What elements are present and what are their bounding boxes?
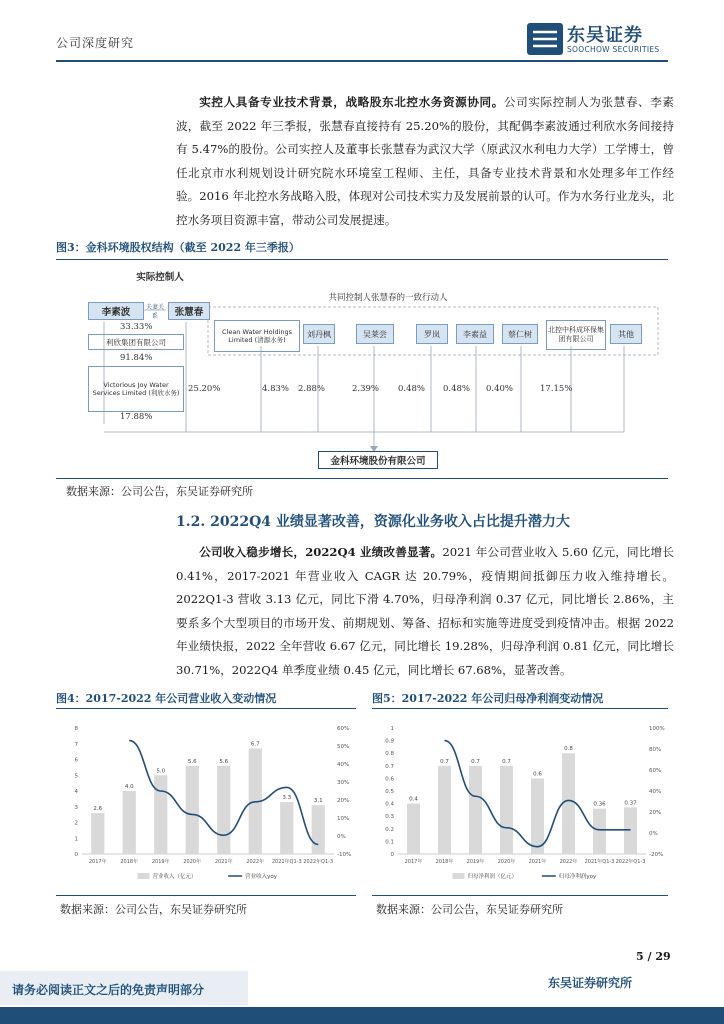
revenue-bar-label: 2.6 bbox=[93, 806, 103, 813]
logo-cn-text: 东吴证券 bbox=[567, 25, 643, 46]
profit-ytick-left: 0 bbox=[390, 852, 394, 858]
pct-holder-3: 0.48% bbox=[398, 384, 426, 394]
profit-ytick-right: 20% bbox=[649, 810, 662, 816]
revenue-bar bbox=[217, 766, 230, 854]
revenue-legend-bar-label: 营业收入（亿元） bbox=[152, 874, 197, 880]
figure4-top-rule bbox=[56, 708, 356, 709]
profit-bar bbox=[562, 753, 575, 854]
revenue-bar bbox=[123, 791, 136, 854]
profit-bar bbox=[624, 807, 637, 854]
figure5-bottom-rule bbox=[372, 895, 668, 896]
profit-ytick-left: 0.1 bbox=[385, 839, 394, 846]
clean-water-box: Clean Water Holdings Limited (清源水务) bbox=[214, 320, 300, 352]
revenue-ytick-right: 30% bbox=[337, 780, 350, 786]
revenue-ytick-left: 6 bbox=[74, 757, 78, 764]
revenue-xtick: 2019年 bbox=[151, 859, 170, 865]
profit-ytick-left: 0.3 bbox=[385, 814, 394, 821]
revenue-ytick-left: 5 bbox=[74, 773, 78, 780]
soochow-logo-icon bbox=[525, 20, 565, 58]
revenue-bar-label: 6.7 bbox=[250, 741, 260, 748]
header-divider bbox=[56, 60, 668, 62]
revenue-xtick: 2017年 bbox=[88, 859, 107, 865]
revenue-ytick-left: 0 bbox=[74, 852, 78, 858]
revenue-ytick-left: 2 bbox=[74, 820, 78, 827]
target-company-box: 金科环境股份有限公司 bbox=[318, 451, 438, 469]
footer-bar bbox=[0, 1007, 724, 1024]
revenue-bar bbox=[154, 775, 167, 854]
pct-bjwater: 17.15% bbox=[540, 384, 573, 394]
profit-bar-label: 0.6 bbox=[533, 771, 542, 778]
revenue-ytick-right: 60% bbox=[337, 726, 350, 732]
paragraph2-lead: 公司收入稳步增长，2022Q4 业绩改善显著。 bbox=[199, 545, 443, 559]
revenue-bar bbox=[91, 813, 104, 854]
person-zhang-huichun: 张慧春 bbox=[168, 302, 210, 320]
holder-5: 蔡仁树 bbox=[502, 324, 538, 344]
revenue-bar-label: 3.3 bbox=[282, 795, 292, 802]
revenue-ytick-right: 40% bbox=[337, 762, 350, 768]
profit-bar bbox=[438, 766, 451, 854]
brand-logo bbox=[525, 20, 670, 60]
controller-label: 实际控制人 bbox=[136, 272, 184, 283]
profit-ytick-left: 1 bbox=[390, 726, 394, 732]
profit-xtick: 2019年 bbox=[466, 859, 485, 865]
profit-ytick-left: 0.8 bbox=[385, 751, 394, 758]
figure3-source: 数据来源：公司公告，东吴证券研究所 bbox=[66, 485, 253, 498]
revenue-legend-bar-swatch bbox=[137, 873, 149, 879]
profit-xtick: 2022年 bbox=[559, 859, 578, 865]
spouse-relation-label: 夫妻关系 bbox=[145, 304, 164, 320]
report-type-label: 公司深度研究 bbox=[56, 36, 135, 50]
profit-ytick-left: 0.7 bbox=[385, 763, 394, 770]
person-li-subo: 李素波 bbox=[88, 302, 144, 320]
paragraph2-body: 2021 年公司营业收入 5.60 亿元，同比增长 0.41%，2017-2021 年营业收入 CAGR 达 20.79%，疫情期间抵御压力收入维持增长。2022Q1-3 营收 3.13 亿元，同比下滑 4.70%，归母净利润 0.37 亿元，同比增长 2.86%，主要系多个大型项目的市场开发、前期规划、筹备、招标和实施等进度受到疫情冲击。根据 2022 年业绩快报，2022 全年营收 6.67 亿元，同比增长 19.28%，归母净利润 0.81 亿元，同比增长 30.71%，2022Q4 单季度业绩 0.45 亿元，同比增长 67.68%，显著改善。 bbox=[176, 545, 674, 677]
profit-ytick-left: 0.6 bbox=[385, 776, 394, 783]
profit-xtick: 2020年 bbox=[497, 859, 516, 865]
holder-bjwater: 北控中科成环保集团有限公司 bbox=[546, 320, 606, 350]
pct-clean-water: 4.83% bbox=[262, 384, 290, 394]
revenue-ytick-right: 10% bbox=[337, 816, 350, 822]
figure5-title: 图5：2017-2022 年公司归母净利润变动情况 bbox=[372, 692, 604, 705]
profit-ytick-right: 100% bbox=[649, 726, 665, 732]
profit-ytick-right: 40% bbox=[649, 789, 662, 795]
pct-holder-5: 0.40% bbox=[486, 384, 514, 394]
revenue-chart bbox=[56, 714, 356, 894]
profit-bar-label: 0.7 bbox=[471, 758, 480, 765]
pct-zhang: 25.20% bbox=[188, 384, 221, 394]
ownership-chart bbox=[56, 262, 668, 476]
revenue-xtick: 2020年 bbox=[183, 859, 202, 865]
holder-other: 其他 bbox=[610, 324, 642, 344]
revenue-bar-label: 4.0 bbox=[124, 784, 134, 790]
pct-holder-2: 2.39% bbox=[352, 384, 380, 394]
holder-1: 刘丹枫 bbox=[303, 324, 335, 344]
profit-bar bbox=[469, 766, 482, 854]
revenue-ytick-right: -10% bbox=[337, 852, 352, 858]
profit-ytick-right: 0% bbox=[649, 831, 658, 837]
profit-bar bbox=[500, 766, 513, 854]
pct-victorious: 91.84% bbox=[120, 353, 153, 363]
holder-2: 吴莱尝 bbox=[356, 324, 394, 344]
profit-bar-label: 0.4 bbox=[409, 796, 418, 803]
profit-legend-bar-swatch bbox=[453, 873, 465, 879]
pct-holder-4: 0.48% bbox=[443, 384, 471, 394]
revenue-bar-label: 5.0 bbox=[156, 768, 166, 775]
profit-bar-label: 0.36 bbox=[593, 801, 606, 808]
figure5-top-rule bbox=[372, 708, 668, 709]
paragraph-lead: 实控人具备专业技术背景，战略股东北控水务资源协同。 bbox=[199, 95, 504, 109]
figure3-top-rule bbox=[56, 259, 668, 260]
logo-en-text: SOOCHOW SECURITIES bbox=[567, 45, 660, 54]
profit-bar bbox=[531, 778, 544, 854]
revenue-xtick: 2021年Q1-3 bbox=[271, 859, 302, 865]
revenue-ytick-left: 3 bbox=[74, 804, 78, 811]
holder-3: 罗岚 bbox=[416, 324, 448, 344]
profit-ytick-left: 0.9 bbox=[385, 738, 394, 745]
figure4-title: 图4：2017-2022 年公司营业收入变动情况 bbox=[56, 692, 277, 705]
profit-ytick-right: 60% bbox=[649, 768, 662, 774]
profit-bar-label: 0.8 bbox=[564, 746, 573, 753]
revenue-xtick: 2022年 bbox=[246, 859, 265, 865]
profit-xtick: 2018年 bbox=[435, 859, 454, 865]
pct-holder-1: 2.88% bbox=[298, 384, 326, 394]
revenue-bar bbox=[312, 805, 325, 854]
footer-brand: 东吴证券研究所 bbox=[548, 976, 633, 990]
profit-bar bbox=[593, 809, 606, 854]
profit-legend-line-label: 归母净利润yoy bbox=[558, 874, 597, 880]
figure3-bottom-rule bbox=[56, 478, 668, 479]
figure3-title: 图3：金科环境股权结构（截至 2022 年三季报） bbox=[56, 241, 300, 254]
concert-group-label: 共同控制人张慧春的一致行动人 bbox=[328, 293, 448, 303]
figure4-bottom-rule bbox=[56, 895, 356, 896]
revenue-xtick: 2018年 bbox=[120, 859, 139, 865]
profit-bar-label: 0.7 bbox=[502, 758, 511, 765]
revenue-ytick-left: 4 bbox=[74, 789, 78, 795]
profit-ytick-left: 0.2 bbox=[385, 826, 394, 833]
page-number: 5 / 29 bbox=[636, 950, 671, 963]
holder-4: 李素益 bbox=[456, 324, 494, 344]
paragraph-shareholders bbox=[176, 91, 674, 232]
profit-xtick: 2021年 bbox=[528, 859, 547, 865]
victorious-joy-box: Victorious Joy Water Services Limited (利欣水务) bbox=[88, 366, 184, 412]
revenue-xtick: 2021年 bbox=[214, 859, 233, 865]
disclaimer-notice: 请务必阅读正文之后的免责声明部分 bbox=[12, 983, 205, 997]
profit-bar-label: 0.37 bbox=[624, 800, 637, 807]
profit-ytick-right: 80% bbox=[649, 747, 662, 753]
figure4-source: 数据来源：公司公告，东吴证券研究所 bbox=[60, 903, 247, 916]
figure5-source: 数据来源：公司公告，东吴证券研究所 bbox=[376, 903, 563, 916]
revenue-bar bbox=[186, 766, 199, 854]
profit-legend-bar-label: 归母净利润（亿元） bbox=[467, 874, 518, 880]
profit-bar bbox=[407, 804, 420, 854]
revenue-ytick-left: 7 bbox=[74, 741, 78, 748]
lixin-group-box: 利欣集团有限公司 bbox=[88, 334, 184, 350]
paragraph-revenue bbox=[176, 541, 674, 682]
net-profit-chart bbox=[372, 714, 668, 894]
revenue-ytick-left: 8 bbox=[74, 726, 78, 732]
pct-victorious-holding: 17.88% bbox=[120, 412, 153, 422]
profit-xtick: 2021年Q1-3 bbox=[584, 859, 615, 865]
revenue-ytick-right: 50% bbox=[337, 744, 350, 750]
paragraph-body: 公司实际控制人为张慧春、李素波，截至 2022 年三季报，张慧春直接持有 25.20%的股份，其配偶李素波通过利欣水务间接持有 5.47%的股份。公司实控人及董事长张慧春为武汉大学（原武汉水利电力大学）工学博士，曾任北京市水利规划设计研究院水环境室工程师、主任，具备专业技术背景和水处理多年工作经验。2016 年北控水务战略入股，体现对公司技术实力及发展前景的认可。作为水务行业龙头，北控水务项目资源丰富，带动公司发展提速。 bbox=[176, 95, 674, 227]
profit-xtick: 2017年 bbox=[404, 859, 423, 865]
section-title: 1.2. 2022Q4 业绩显著改善，资源化业务收入占比提升潜力大 bbox=[176, 514, 570, 530]
revenue-ytick-right: 20% bbox=[337, 798, 350, 804]
revenue-legend-line-label: 营业收入yoy bbox=[245, 874, 278, 880]
profit-bar-label: 0.7 bbox=[440, 758, 449, 765]
revenue-xtick: 2022年Q1-3 bbox=[303, 859, 334, 865]
profit-xtick: 2022年Q1-3 bbox=[615, 859, 646, 865]
revenue-bar-label: 5.6 bbox=[187, 758, 197, 765]
revenue-bar bbox=[280, 802, 293, 854]
profit-ytick-right: -20% bbox=[649, 852, 664, 858]
revenue-bar-label: 3.1 bbox=[313, 798, 323, 805]
pct-lixin-group: 33.33% bbox=[120, 322, 153, 332]
profit-ytick-left: 0.4 bbox=[385, 801, 394, 808]
revenue-ytick-left: 1 bbox=[74, 836, 78, 843]
revenue-ytick-right: 0% bbox=[337, 834, 346, 840]
revenue-bar-label: 5.6 bbox=[219, 758, 229, 765]
profit-ytick-left: 0.5 bbox=[385, 789, 394, 795]
